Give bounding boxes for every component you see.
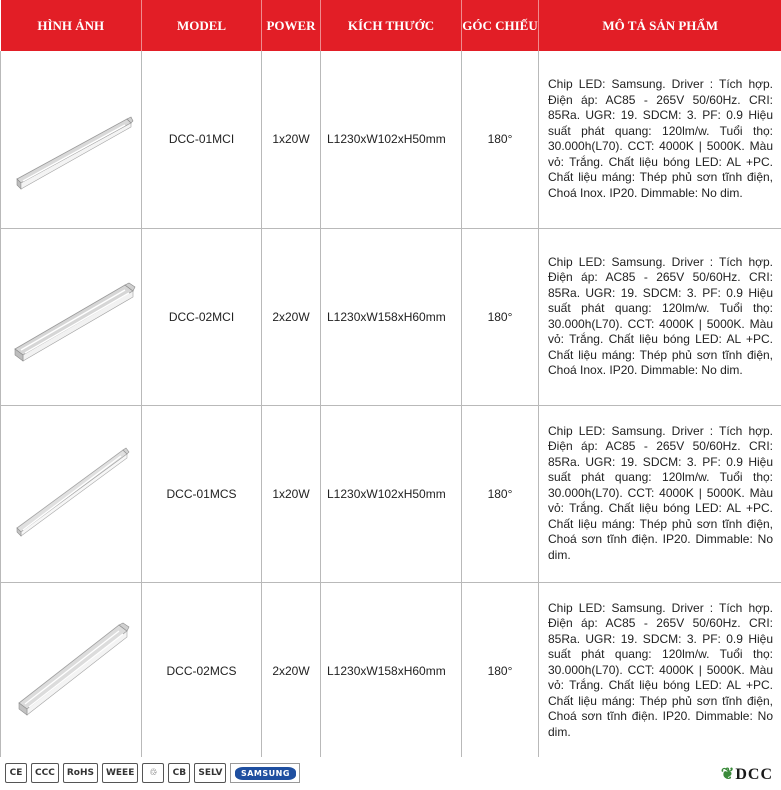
cb-mark-icon: CB: [168, 763, 190, 783]
description-cell: Chip LED: Samsung. Driver : Tích hợp. Điện áp: AC85 - 265V 50/60Hz. CRI: 85Ra. UGR: 19. SDCM: 3. PF: 0.9 Hiệu suất phát quang: 120lm/w. Tuổi thọ: 30.000h(L70). CCT: 4000K | 5000K. Màu vỏ: Trắng. Chất liệu bóng LED: AL +PC. Chất liệu máng: Thép phủ sơn tĩnh điện, Choá Inox. IP20. Dimmable: No dim.: [539, 51, 781, 228]
header-power: POWER: [262, 0, 321, 51]
batten-lamp-single-inox-image: [1, 51, 141, 227]
recycle-icon: ♲: [142, 763, 164, 783]
table-header-row: [1, 0, 781, 51]
table-row: [1, 405, 781, 582]
dcc-brand-logo: [721, 764, 773, 784]
product-image-cell: [1, 51, 142, 228]
batten-lamp-single-painted-image: [1, 406, 141, 582]
selv-mark-icon: SELV: [194, 763, 226, 783]
angle-cell: 180°: [462, 582, 539, 759]
batten-lamp-double-painted-image: [1, 583, 141, 759]
product-image-cell: [1, 228, 142, 405]
power-cell: 1x20W: [262, 51, 321, 228]
rohs-mark-icon: RoHS: [63, 763, 98, 783]
samsung-logo-text: SAMSUNG: [235, 767, 296, 780]
size-cell: L1230xW102xH50mm: [321, 51, 462, 228]
table-row: [1, 51, 781, 228]
certification-logos: [5, 762, 300, 784]
power-cell: 1x20W: [262, 405, 321, 582]
ce-mark-icon: CE: [5, 763, 27, 783]
leaf-icon: ❦: [720, 766, 736, 783]
model-cell: DCC-02MCI: [142, 228, 262, 405]
size-cell: L1230xW158xH60mm: [321, 582, 462, 759]
header-desc: MÔ TẢ SẢN PHẨM: [539, 0, 781, 51]
description-cell: Chip LED: Samsung. Driver : Tích hợp. Điện áp: AC85 - 265V 50/60Hz. CRI: 85Ra. UGR: 19. SDCM: 3. PF: 0.9 Hiệu suất phát quang: 120lm/w. Tuổi thọ: 30.000h(L70). CCT: 4000K | 5000K. Màu vỏ: Trắng. Chất liệu bóng LED: AL +PC. Chất liệu máng: Thép phủ sơn tĩnh điện, Choá sơn tĩnh điện. IP20. Dimmable: No dim.: [539, 582, 781, 759]
header-size: KÍCH THƯỚC: [321, 0, 462, 51]
model-cell: DCC-02MCS: [142, 582, 262, 759]
angle-cell: 180°: [462, 228, 539, 405]
angle-cell: 180°: [462, 405, 539, 582]
table-row: [1, 582, 781, 759]
power-cell: 2x20W: [262, 228, 321, 405]
size-cell: L1230xW102xH50mm: [321, 405, 462, 582]
description-cell: Chip LED: Samsung. Driver : Tích hợp. Điện áp: AC85 - 265V 50/60Hz. CRI: 85Ra. UGR: 19. SDCM: 3. PF: 0.9 Hiệu suất phát quang: 120lm/w. Tuổi thọ: 30.000h(L70). CCT: 4000K | 5000K. Màu vỏ: Trắng. Chất liệu bóng LED: AL +PC. Chất liệu máng: Thép phủ sơn tĩnh điện, Choá Inox. IP20. Dimmable: No dim.: [539, 228, 781, 405]
product-image-cell: [1, 405, 142, 582]
size-cell: L1230xW158xH60mm: [321, 228, 462, 405]
batten-lamp-double-inox-image: [1, 229, 141, 405]
header-model: MODEL: [142, 0, 262, 51]
table-row: [1, 228, 781, 405]
footer: [0, 757, 781, 790]
samsung-logo: [230, 763, 300, 783]
model-cell: DCC-01MCS: [142, 405, 262, 582]
weee-bin-icon: WEEE: [102, 763, 138, 783]
power-cell: 2x20W: [262, 582, 321, 759]
header-angle: GÓC CHIẾU: [462, 0, 539, 51]
ccc-mark-icon: CCC: [31, 763, 59, 783]
header-image: HÌNH ẢNH: [1, 0, 142, 51]
brand-logo-text: DCC: [735, 766, 773, 783]
description-cell: Chip LED: Samsung. Driver : Tích hợp. Điện áp: AC85 - 265V 50/60Hz. CRI: 85Ra. UGR: 19. SDCM: 3. PF: 0.9 Hiệu suất phát quang: 120lm/w. Tuổi thọ: 30.000h(L70). CCT: 4000K | 5000K. Màu vỏ: Trắng. Chất liệu bóng LED: AL +PC. Chất liệu máng: Thép phủ sơn tĩnh điện, Choá sơn tĩnh điện. IP20. Dimmable: No dim.: [539, 405, 781, 582]
product-image-cell: [1, 582, 142, 759]
model-cell: DCC-01MCI: [142, 51, 262, 228]
angle-cell: 180°: [462, 51, 539, 228]
